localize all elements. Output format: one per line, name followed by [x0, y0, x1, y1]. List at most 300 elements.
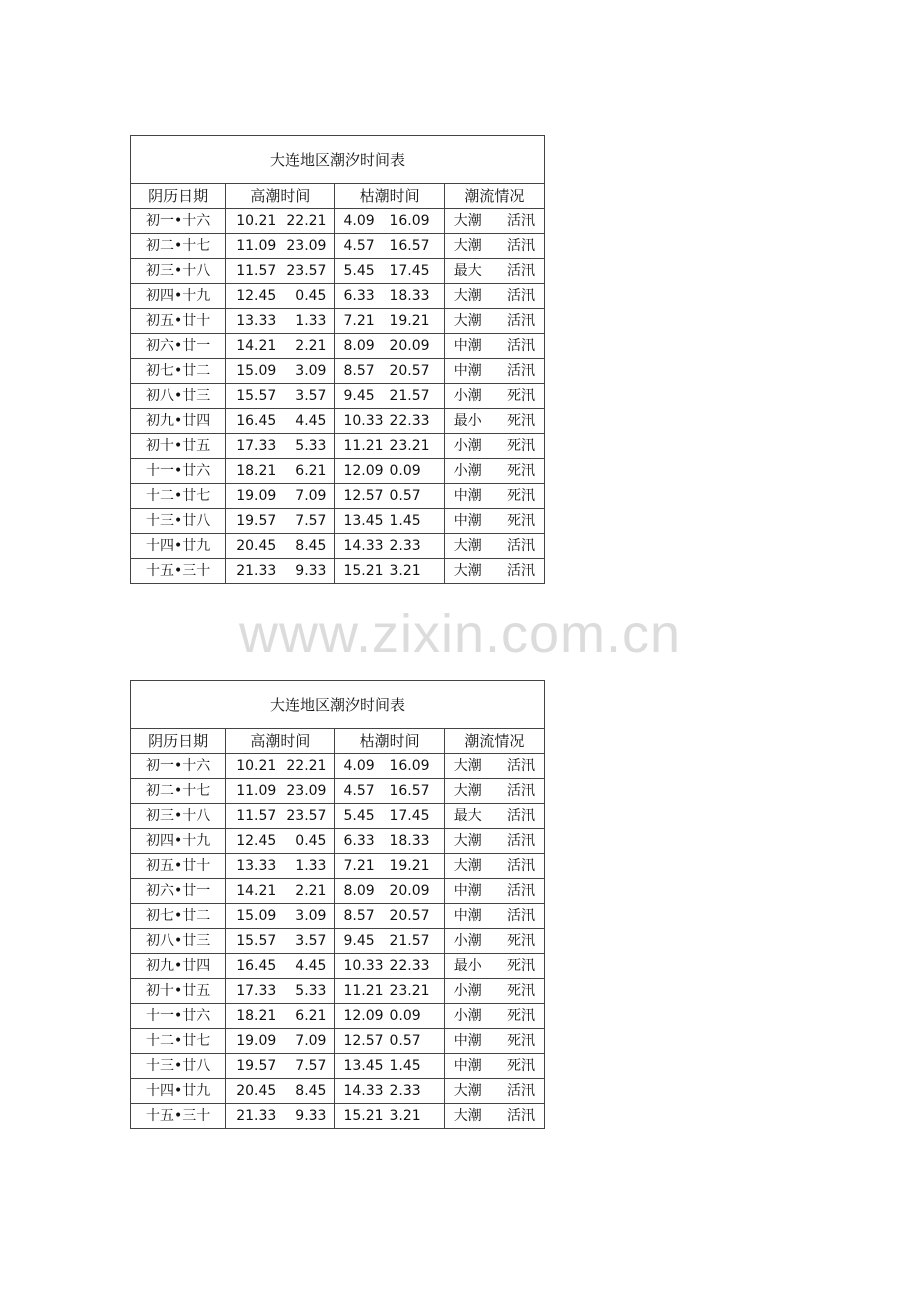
low-tide-time-1: 10.33 [343, 413, 384, 429]
high-tide-time-1: 19.57 [236, 513, 277, 529]
tide-flow: 活汛 [507, 263, 535, 279]
table-row [131, 309, 545, 334]
high-tide-time-2: 8.45 [295, 538, 327, 554]
tide-size: 小潮 [453, 1008, 482, 1024]
tide-flow: 死汛 [507, 413, 535, 429]
header-row [131, 184, 545, 209]
low-tide-cell [335, 284, 444, 309]
low-tide-time-2: 0.57 [389, 1033, 421, 1049]
table-title: 大连地区潮汐时间表 [131, 681, 545, 729]
lunar-date-cell: 十一•廿六 [131, 459, 226, 484]
low-tide-cell [335, 559, 444, 584]
high-tide-time-1: 17.33 [236, 983, 277, 999]
low-tide-time-2: 18.33 [389, 833, 430, 849]
tide-flow: 死汛 [507, 463, 535, 479]
lunar-date-cell: 初八•廿三 [131, 929, 226, 954]
low-tide-cell [335, 434, 444, 459]
high-tide-time-2: 22.21 [286, 758, 327, 774]
high-tide-cell [226, 804, 335, 829]
header-low-tide: 枯潮时间 [335, 184, 444, 209]
lunar-date-cell: 初七•廿二 [131, 904, 226, 929]
high-tide-cell [226, 459, 335, 484]
high-tide-time-2: 5.33 [295, 983, 327, 999]
header-tide-condition: 潮流情况 [444, 729, 544, 754]
tide-size: 大潮 [453, 858, 482, 874]
high-tide-time-2: 3.57 [295, 388, 327, 404]
low-tide-cell [335, 359, 444, 384]
high-tide-time-1: 15.57 [236, 933, 277, 949]
high-tide-time-1: 11.57 [236, 263, 277, 279]
high-tide-time-1: 16.45 [236, 958, 277, 974]
low-tide-time-2: 0.09 [389, 1008, 421, 1024]
low-tide-time-2: 21.57 [389, 388, 430, 404]
tide-flow: 死汛 [507, 438, 535, 454]
low-tide-cell [335, 534, 444, 559]
low-tide-time-1: 4.57 [343, 238, 375, 254]
high-tide-cell [226, 209, 335, 234]
high-tide-time-1: 15.57 [236, 388, 277, 404]
table-row [131, 1079, 545, 1104]
table-row [131, 754, 545, 779]
tide-condition-cell [444, 1104, 544, 1129]
low-tide-time-1: 14.33 [343, 538, 384, 554]
tide-size: 最小 [453, 958, 482, 974]
high-tide-time-1: 11.09 [236, 783, 277, 799]
lunar-date-cell: 初二•十七 [131, 779, 226, 804]
low-tide-time-1: 5.45 [343, 808, 375, 824]
header-low-tide: 枯潮时间 [335, 729, 444, 754]
low-tide-time-2: 23.21 [389, 438, 430, 454]
table-row [131, 904, 545, 929]
tide-size: 中潮 [453, 1033, 482, 1049]
high-tide-time-2: 22.21 [286, 213, 327, 229]
tide-size: 大潮 [453, 758, 482, 774]
table-row [131, 484, 545, 509]
tide-flow: 死汛 [507, 958, 535, 974]
header-high-tide: 高潮时间 [226, 184, 335, 209]
low-tide-time-1: 4.09 [343, 213, 375, 229]
tide-table-1 [130, 135, 545, 584]
tide-condition-cell [444, 234, 544, 259]
tide-size: 小潮 [453, 933, 482, 949]
high-tide-time-2: 7.09 [295, 1033, 327, 1049]
tide-flow: 死汛 [507, 983, 535, 999]
high-tide-cell [226, 1029, 335, 1054]
header-row [131, 729, 545, 754]
tide-condition-cell [444, 779, 544, 804]
high-tide-time-2: 23.09 [286, 238, 327, 254]
high-tide-time-1: 19.57 [236, 1058, 277, 1074]
table-row [131, 1054, 545, 1079]
table-row [131, 804, 545, 829]
high-tide-time-2: 23.09 [286, 783, 327, 799]
tide-condition-cell [444, 409, 544, 434]
low-tide-time-2: 21.57 [389, 933, 430, 949]
lunar-date-cell: 初一•十六 [131, 209, 226, 234]
low-tide-time-1: 8.57 [343, 363, 375, 379]
high-tide-cell [226, 259, 335, 284]
table-row [131, 459, 545, 484]
tide-size: 大潮 [453, 238, 482, 254]
low-tide-time-2: 2.33 [389, 538, 421, 554]
header-lunar-date: 阴历日期 [131, 184, 226, 209]
lunar-date-cell: 初八•廿三 [131, 384, 226, 409]
tide-flow: 活汛 [507, 1083, 535, 1099]
table-row [131, 1104, 545, 1129]
tide-flow: 活汛 [507, 288, 535, 304]
lunar-date-cell: 十二•廿七 [131, 1029, 226, 1054]
watermark: www.zixin.com.cn [238, 604, 682, 664]
high-tide-time-2: 4.45 [295, 958, 327, 974]
lunar-date-cell: 十五•三十 [131, 1104, 226, 1129]
table-row [131, 1004, 545, 1029]
table-row [131, 879, 545, 904]
tide-size: 中潮 [453, 883, 482, 899]
high-tide-time-2: 1.33 [295, 313, 327, 329]
lunar-date-cell: 十五•三十 [131, 559, 226, 584]
tide-condition-cell [444, 559, 544, 584]
tide-flow: 活汛 [507, 338, 535, 354]
tide-condition-cell [444, 484, 544, 509]
tide-size: 小潮 [453, 983, 482, 999]
low-tide-cell [335, 334, 444, 359]
high-tide-time-1: 14.21 [236, 883, 277, 899]
tide-condition-cell [444, 829, 544, 854]
high-tide-time-1: 15.09 [236, 363, 277, 379]
low-tide-time-2: 22.33 [389, 413, 430, 429]
table-row [131, 284, 545, 309]
low-tide-cell [335, 1104, 444, 1129]
lunar-date-cell: 初十•廿五 [131, 434, 226, 459]
lunar-date-cell: 十三•廿八 [131, 509, 226, 534]
low-tide-time-2: 23.21 [389, 983, 430, 999]
low-tide-time-1: 10.33 [343, 958, 384, 974]
low-tide-cell [335, 954, 444, 979]
tide-size: 大潮 [453, 833, 482, 849]
high-tide-time-2: 5.33 [295, 438, 327, 454]
tide-condition-cell [444, 259, 544, 284]
high-tide-time-1: 14.21 [236, 338, 277, 354]
low-tide-cell [335, 1054, 444, 1079]
lunar-date-cell: 初六•廿一 [131, 879, 226, 904]
table-row [131, 559, 545, 584]
tide-condition-cell [444, 284, 544, 309]
high-tide-cell [226, 509, 335, 534]
low-tide-time-1: 4.57 [343, 783, 375, 799]
tide-size: 大潮 [453, 538, 482, 554]
low-tide-cell [335, 309, 444, 334]
tide-table-2 [130, 680, 545, 1129]
high-tide-time-2: 3.57 [295, 933, 327, 949]
low-tide-time-1: 11.21 [343, 983, 384, 999]
tide-flow: 活汛 [507, 238, 535, 254]
high-tide-cell [226, 754, 335, 779]
low-tide-cell [335, 779, 444, 804]
high-tide-time-1: 11.57 [236, 808, 277, 824]
low-tide-time-2: 16.09 [389, 758, 430, 774]
table-title: 大连地区潮汐时间表 [131, 136, 545, 184]
table-row [131, 334, 545, 359]
low-tide-cell [335, 209, 444, 234]
tide-size: 大潮 [453, 288, 482, 304]
low-tide-time-1: 7.21 [343, 313, 375, 329]
low-tide-time-1: 13.45 [343, 513, 384, 529]
tide-condition-cell [444, 534, 544, 559]
low-tide-time-1: 12.57 [343, 488, 384, 504]
tide-condition-cell [444, 384, 544, 409]
high-tide-time-2: 2.21 [295, 883, 327, 899]
high-tide-cell [226, 309, 335, 334]
lunar-date-cell: 十四•廿九 [131, 534, 226, 559]
high-tide-time-2: 3.09 [295, 363, 327, 379]
header-lunar-date: 阴历日期 [131, 729, 226, 754]
table-row [131, 409, 545, 434]
tide-flow: 死汛 [507, 1058, 535, 1074]
high-tide-time-1: 21.33 [236, 1108, 277, 1124]
high-tide-time-1: 13.33 [236, 313, 277, 329]
low-tide-time-1: 12.09 [343, 1008, 384, 1024]
high-tide-time-1: 13.33 [236, 858, 277, 874]
low-tide-time-1: 9.45 [343, 388, 375, 404]
tide-flow: 活汛 [507, 883, 535, 899]
low-tide-time-2: 1.45 [389, 1058, 421, 1074]
tide-size: 中潮 [453, 338, 482, 354]
low-tide-time-2: 19.21 [389, 313, 430, 329]
low-tide-time-1: 8.09 [343, 883, 375, 899]
tide-flow: 死汛 [507, 513, 535, 529]
low-tide-cell [335, 459, 444, 484]
high-tide-time-1: 18.21 [236, 1008, 277, 1024]
header-tide-condition: 潮流情况 [444, 184, 544, 209]
low-tide-time-1: 8.57 [343, 908, 375, 924]
tide-flow: 活汛 [507, 538, 535, 554]
low-tide-time-2: 20.57 [389, 363, 430, 379]
high-tide-time-1: 10.21 [236, 758, 277, 774]
low-tide-time-1: 9.45 [343, 933, 375, 949]
low-tide-cell [335, 1029, 444, 1054]
table-row [131, 234, 545, 259]
tide-condition-cell [444, 954, 544, 979]
lunar-date-cell: 十二•廿七 [131, 484, 226, 509]
tide-flow: 死汛 [507, 388, 535, 404]
tide-flow: 活汛 [507, 1108, 535, 1124]
high-tide-cell [226, 904, 335, 929]
high-tide-time-2: 1.33 [295, 858, 327, 874]
lunar-date-cell: 初九•廿四 [131, 409, 226, 434]
lunar-date-cell: 初七•廿二 [131, 359, 226, 384]
low-tide-time-1: 13.45 [343, 1058, 384, 1074]
low-tide-cell [335, 904, 444, 929]
header-high-tide: 高潮时间 [226, 729, 335, 754]
table-row [131, 954, 545, 979]
tide-condition-cell [444, 804, 544, 829]
table-row [131, 259, 545, 284]
tide-condition-cell [444, 754, 544, 779]
tide-size: 大潮 [453, 213, 482, 229]
low-tide-time-2: 19.21 [389, 858, 430, 874]
tide-condition-cell [444, 1079, 544, 1104]
low-tide-cell [335, 929, 444, 954]
high-tide-cell [226, 1104, 335, 1129]
low-tide-time-2: 16.09 [389, 213, 430, 229]
tide-size: 中潮 [453, 488, 482, 504]
high-tide-cell [226, 534, 335, 559]
tide-flow: 活汛 [507, 758, 535, 774]
table-row [131, 359, 545, 384]
tide-size: 大潮 [453, 563, 482, 579]
low-tide-time-1: 15.21 [343, 563, 384, 579]
high-tide-time-2: 7.09 [295, 488, 327, 504]
tide-condition-cell [444, 904, 544, 929]
low-tide-cell [335, 879, 444, 904]
high-tide-time-2: 7.57 [295, 1058, 327, 1074]
low-tide-time-1: 12.09 [343, 463, 384, 479]
high-tide-time-2: 2.21 [295, 338, 327, 354]
low-tide-time-2: 1.45 [389, 513, 421, 529]
low-tide-cell [335, 804, 444, 829]
low-tide-time-1: 5.45 [343, 263, 375, 279]
tide-flow: 活汛 [507, 833, 535, 849]
lunar-date-cell: 初五•廿十 [131, 854, 226, 879]
table-row [131, 534, 545, 559]
low-tide-time-2: 3.21 [389, 563, 421, 579]
high-tide-time-2: 0.45 [295, 833, 327, 849]
tide-size: 小潮 [453, 388, 482, 404]
lunar-date-cell: 初十•廿五 [131, 979, 226, 1004]
high-tide-cell [226, 1079, 335, 1104]
low-tide-cell [335, 259, 444, 284]
table-row [131, 929, 545, 954]
tide-flow: 活汛 [507, 858, 535, 874]
low-tide-cell [335, 384, 444, 409]
high-tide-time-1: 12.45 [236, 833, 277, 849]
lunar-date-cell: 初四•十九 [131, 284, 226, 309]
low-tide-cell [335, 829, 444, 854]
high-tide-time-2: 23.57 [286, 808, 327, 824]
tide-flow: 活汛 [507, 313, 535, 329]
lunar-date-cell: 初二•十七 [131, 234, 226, 259]
high-tide-time-2: 7.57 [295, 513, 327, 529]
high-tide-time-2: 9.33 [295, 563, 327, 579]
low-tide-cell [335, 854, 444, 879]
high-tide-cell [226, 879, 335, 904]
table-row [131, 779, 545, 804]
tide-condition-cell [444, 854, 544, 879]
low-tide-time-2: 20.57 [389, 908, 430, 924]
high-tide-time-2: 23.57 [286, 263, 327, 279]
high-tide-cell [226, 359, 335, 384]
low-tide-time-2: 2.33 [389, 1083, 421, 1099]
high-tide-cell [226, 334, 335, 359]
high-tide-cell [226, 559, 335, 584]
low-tide-time-2: 18.33 [389, 288, 430, 304]
high-tide-time-1: 10.21 [236, 213, 277, 229]
high-tide-cell [226, 1054, 335, 1079]
high-tide-cell [226, 929, 335, 954]
low-tide-time-1: 15.21 [343, 1108, 384, 1124]
high-tide-time-1: 16.45 [236, 413, 277, 429]
tide-condition-cell [444, 209, 544, 234]
low-tide-time-2: 20.09 [389, 883, 430, 899]
low-tide-time-2: 22.33 [389, 958, 430, 974]
lunar-date-cell: 初三•十八 [131, 259, 226, 284]
low-tide-cell [335, 409, 444, 434]
high-tide-time-1: 18.21 [236, 463, 277, 479]
tide-size: 小潮 [453, 463, 482, 479]
high-tide-time-2: 0.45 [295, 288, 327, 304]
low-tide-time-1: 7.21 [343, 858, 375, 874]
table-row [131, 1029, 545, 1054]
tide-flow: 死汛 [507, 933, 535, 949]
table-row [131, 509, 545, 534]
lunar-date-cell: 初六•廿一 [131, 334, 226, 359]
high-tide-cell [226, 484, 335, 509]
tide-flow: 活汛 [507, 363, 535, 379]
low-tide-time-1: 11.21 [343, 438, 384, 454]
low-tide-time-2: 17.45 [389, 263, 430, 279]
tide-size: 大潮 [453, 313, 482, 329]
tide-condition-cell [444, 929, 544, 954]
tide-flow: 死汛 [507, 1008, 535, 1024]
high-tide-time-2: 4.45 [295, 413, 327, 429]
table-row [131, 209, 545, 234]
high-tide-time-2: 9.33 [295, 1108, 327, 1124]
tide-flow: 活汛 [507, 563, 535, 579]
tide-size: 大潮 [453, 1108, 482, 1124]
low-tide-time-2: 20.09 [389, 338, 430, 354]
table-row [131, 829, 545, 854]
lunar-date-cell: 初九•廿四 [131, 954, 226, 979]
tide-flow: 活汛 [507, 908, 535, 924]
tide-condition-cell [444, 459, 544, 484]
low-tide-cell [335, 484, 444, 509]
tide-size: 中潮 [453, 363, 482, 379]
low-tide-time-2: 17.45 [389, 808, 430, 824]
high-tide-cell [226, 434, 335, 459]
tide-size: 最小 [453, 413, 482, 429]
high-tide-cell [226, 979, 335, 1004]
high-tide-time-1: 15.09 [236, 908, 277, 924]
tide-flow: 活汛 [507, 783, 535, 799]
lunar-date-cell: 初四•十九 [131, 829, 226, 854]
tide-flow: 活汛 [507, 213, 535, 229]
lunar-date-cell: 十四•廿九 [131, 1079, 226, 1104]
high-tide-time-1: 12.45 [236, 288, 277, 304]
lunar-date-cell: 初一•十六 [131, 754, 226, 779]
tide-flow: 活汛 [507, 808, 535, 824]
high-tide-time-2: 6.21 [295, 463, 327, 479]
tide-condition-cell [444, 359, 544, 384]
tide-size: 中潮 [453, 908, 482, 924]
tide-condition-cell [444, 1029, 544, 1054]
low-tide-time-2: 16.57 [389, 783, 430, 799]
low-tide-time-1: 12.57 [343, 1033, 384, 1049]
high-tide-cell [226, 409, 335, 434]
high-tide-cell [226, 284, 335, 309]
high-tide-cell [226, 779, 335, 804]
tide-condition-cell [444, 1004, 544, 1029]
lunar-date-cell: 初三•十八 [131, 804, 226, 829]
table-row [131, 434, 545, 459]
low-tide-cell [335, 1079, 444, 1104]
high-tide-cell [226, 854, 335, 879]
tide-size: 大潮 [453, 783, 482, 799]
low-tide-time-1: 6.33 [343, 833, 375, 849]
lunar-date-cell: 初五•廿十 [131, 309, 226, 334]
tide-size: 小潮 [453, 438, 482, 454]
tide-condition-cell [444, 879, 544, 904]
low-tide-time-1: 14.33 [343, 1083, 384, 1099]
